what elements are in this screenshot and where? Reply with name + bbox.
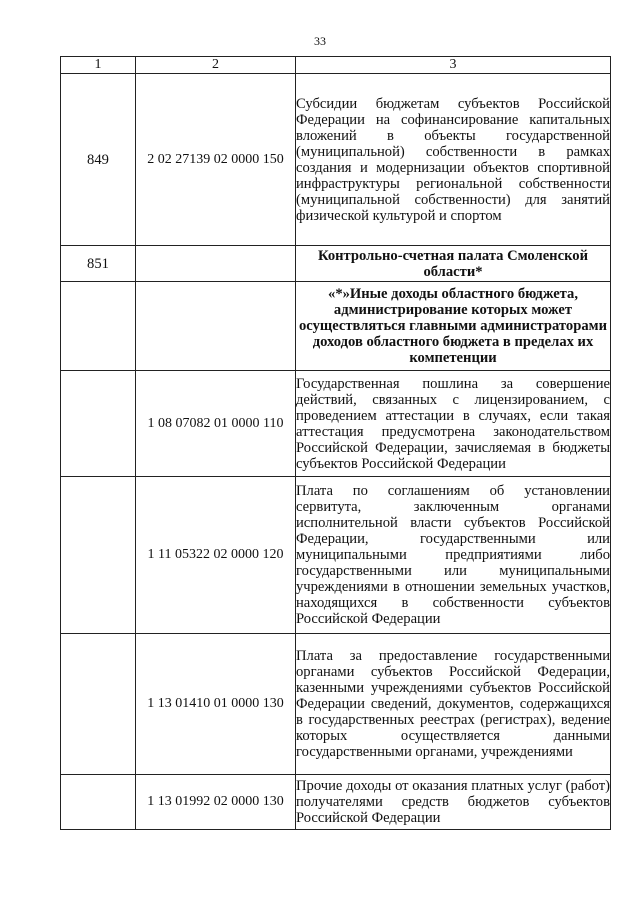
admin-code-cell [61, 634, 136, 775]
admin-code-cell [61, 775, 136, 830]
table-row [61, 477, 611, 634]
budget-code-cell: 2 02 27139 02 0000 150 [136, 74, 296, 246]
admin-code-cell: 849 [61, 74, 136, 246]
budget-code-cell [136, 282, 296, 371]
description-cell: Прочие доходы от оказания платных услуг (работ) получателями средств бюджетов субъектов Российской Федерации [296, 775, 611, 830]
income-codes-table [60, 56, 611, 830]
table-header-row [61, 57, 611, 74]
table-row [61, 74, 611, 246]
table-row [61, 634, 611, 775]
description-cell: Плата по соглашениям об установлении сервитута, заключенным органами исполнительной власти субъектов Российской Федерации, государственными или муниципальными предприятиями либо государственными или муниципальными учреждениями в отношении земельных участков, находящихся в собственности субъектов Российской Федерации [296, 477, 611, 634]
table-row [61, 282, 611, 371]
table-row [61, 371, 611, 477]
table-row [61, 246, 611, 282]
column-header-3: 3 [296, 57, 611, 74]
page-number: 33 [314, 34, 326, 48]
section-heading-cell: «*»Иные доходы областного бюджета, администрирование которых может осуществляться главными администраторами доходов областного бюджета в пределах их компетенции [296, 282, 611, 371]
budget-code-cell: 1 08 07082 01 0000 110 [136, 371, 296, 477]
admin-code-cell: 851 [61, 246, 136, 282]
column-header-1: 1 [61, 57, 136, 74]
budget-code-cell: 1 13 01992 02 0000 130 [136, 775, 296, 830]
admin-code-cell [61, 477, 136, 634]
column-header-2: 2 [136, 57, 296, 74]
table-row [61, 775, 611, 830]
budget-code-cell [136, 246, 296, 282]
administrator-name-cell: Контрольно-счетная палата Смоленской области* [296, 246, 611, 282]
budget-code-cell: 1 11 05322 02 0000 120 [136, 477, 296, 634]
admin-code-cell [61, 371, 136, 477]
description-cell: Субсидии бюджетам субъектов Российской Федерации на софинансирование капитальных вложений в объекты государственной (муниципальной) собственности в рамках создания и модернизации объектов спортивной инфраструктуры региональной собственности (муниципальной собственности) для занятий физической культурой и спортом [296, 74, 611, 246]
admin-code-cell [61, 282, 136, 371]
description-cell: Государственная пошлина за совершение действий, связанных с лицензированием, с проведением аттестации в случаях, если такая аттестация предусмотрена законодательством Российской Федерации, зачисляемая в бюджеты субъектов Российской Федерации [296, 371, 611, 477]
description-cell: Плата за предоставление государственными органами субъектов Российской Федерации, казенными учреждениями субъектов Российской Федерации сведений, документов, содержащихся в государственных реестрах (регистрах), ведение которых осуществляется данными государственными органами, учреждениями [296, 634, 611, 775]
budget-code-cell: 1 13 01410 01 0000 130 [136, 634, 296, 775]
